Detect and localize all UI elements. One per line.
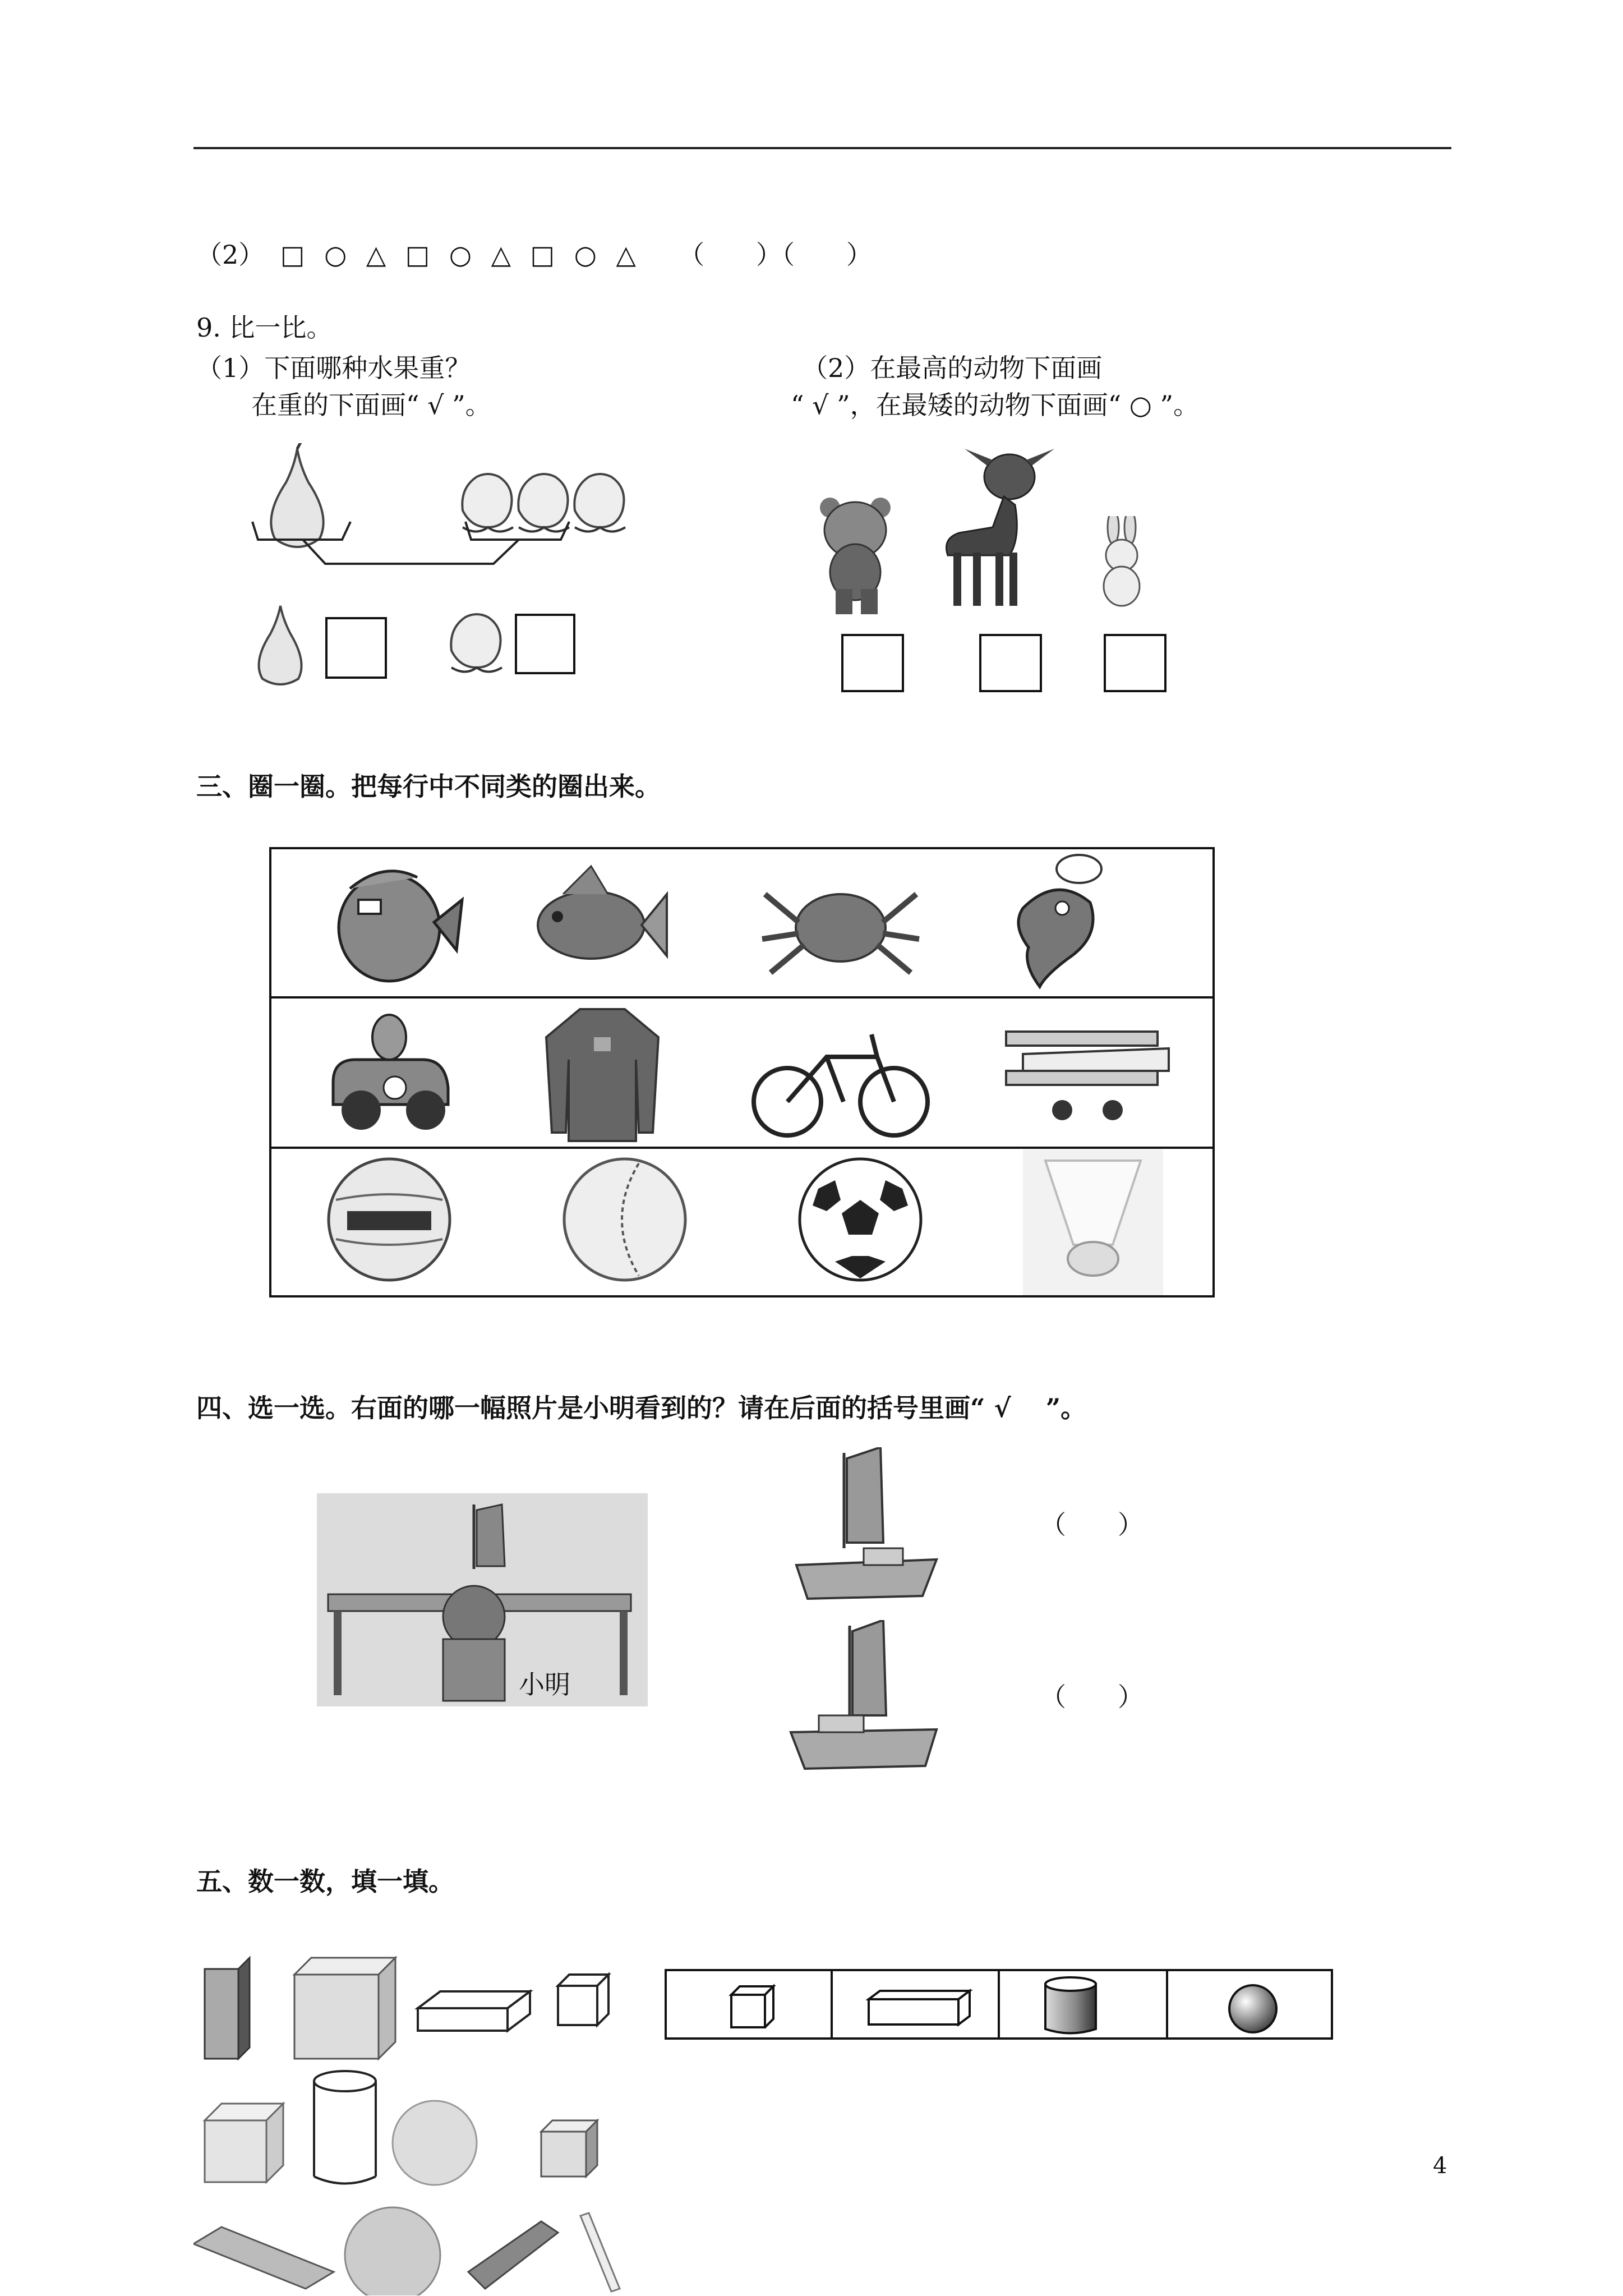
peach-icon: [437, 606, 510, 679]
small-cube-shape: [541, 2120, 597, 2177]
volleyball-icon[interactable]: [325, 1155, 454, 1284]
cylinder-icon: [1043, 1976, 1099, 2037]
bear-icon: [813, 494, 909, 617]
section5-title: 五、数一数，填一填。: [196, 1866, 454, 1897]
section4-title: 四、选一选。右面的哪一幅照片是小明看到的？请在后面的括号里画“ √ ”。: [196, 1393, 1087, 1423]
cartoon-fish-icon[interactable]: [328, 855, 468, 990]
rabbit-icon: [1085, 516, 1158, 611]
table-row-divider: [271, 1147, 1212, 1149]
table-column-divider: [998, 1971, 1000, 2037]
cylinder-shape: [314, 2071, 376, 2184]
classification-table: [269, 847, 1215, 1297]
peach-icon: [518, 474, 569, 532]
q8-2-label: （2）: [196, 240, 265, 270]
pear-answer-box[interactable]: [325, 617, 387, 679]
biplane-icon[interactable]: [989, 1009, 1180, 1133]
table-row-divider: [271, 996, 1212, 999]
sphere-shape: [345, 2207, 440, 2295]
option-1-answer-paren[interactable]: （ ）: [1040, 1510, 1144, 1540]
shuttlecock-icon[interactable]: [1023, 1149, 1163, 1295]
crab-icon[interactable]: [759, 872, 922, 984]
xiaoming-scene-illustration: [317, 1493, 648, 1706]
cuboid-shape: [205, 1958, 250, 2059]
table-column-divider: [1166, 1971, 1168, 2037]
q9-right-line1: （2）在最高的动物下面画: [802, 353, 1103, 383]
flat-cuboid-shape: [418, 1991, 530, 2031]
soccer-ball-icon[interactable]: [796, 1155, 925, 1284]
rabbit-answer-box[interactable]: [1104, 634, 1166, 692]
sphere-shape: [393, 2101, 477, 2185]
q8-2-shape-sequence: □ ○ △ □ ○ △ □ ○ △: [280, 240, 642, 270]
race-car-icon[interactable]: [322, 1004, 457, 1138]
cube-shape: [294, 1958, 395, 2059]
sphere-icon: [1228, 1984, 1278, 2034]
option-2-answer-paren[interactable]: （ ）: [1040, 1682, 1144, 1712]
q9-left-line1: （1）下面哪种水果重？: [196, 353, 471, 383]
thin-rod-shape: [580, 2213, 620, 2292]
sailboat-option-2-icon[interactable]: [785, 1620, 942, 1772]
peach-icon: [574, 474, 625, 532]
deer-icon: [925, 443, 1060, 611]
long-cuboid-shape: [468, 2221, 558, 2289]
header-rule: [193, 147, 1451, 149]
cartoon-fish-with-chef-hat-icon[interactable]: [989, 852, 1118, 992]
sailboat-option-1-icon[interactable]: [791, 1447, 942, 1604]
bicycle-icon[interactable]: [748, 1006, 933, 1141]
peach-icon: [462, 474, 513, 532]
long-sleeve-shirt-icon[interactable]: [541, 1004, 664, 1144]
small-cube-shape: [558, 1975, 608, 2025]
deer-answer-box[interactable]: [979, 634, 1042, 692]
q9-right-line2: “ √ ”，在最矮的动物下面画“ ○ ”。: [791, 390, 1200, 420]
baseball-icon[interactable]: [560, 1155, 689, 1284]
pear-icon: [271, 443, 323, 547]
section3-title: 三、圈一圈。把每行中不同类的圈出来。: [196, 771, 661, 802]
shape-count-table: [665, 1969, 1333, 2040]
flat-board-shape: [193, 2227, 334, 2289]
q9-title: 9. 比一比。: [196, 312, 333, 343]
page-number: 4: [1433, 2153, 1447, 2179]
tropical-fish-icon[interactable]: [529, 861, 670, 990]
xiaoming-caption: 小明: [519, 1669, 570, 1700]
peach-answer-box[interactable]: [515, 614, 575, 674]
solid-shapes-collection: [193, 1952, 642, 2295]
fruit-comparison-illustration: [241, 443, 690, 578]
q9-left-line2: 在重的下面画“ √ ”。: [251, 390, 491, 420]
cube-shape: [205, 2104, 283, 2182]
pear-icon: [241, 600, 320, 690]
table-column-divider: [831, 1971, 833, 2037]
bear-answer-box[interactable]: [841, 634, 904, 692]
cube-icon: [726, 1984, 782, 2028]
cuboid-icon: [866, 1988, 972, 2027]
q8-2-answer-blanks[interactable]: （ ）（ ）: [679, 240, 872, 270]
